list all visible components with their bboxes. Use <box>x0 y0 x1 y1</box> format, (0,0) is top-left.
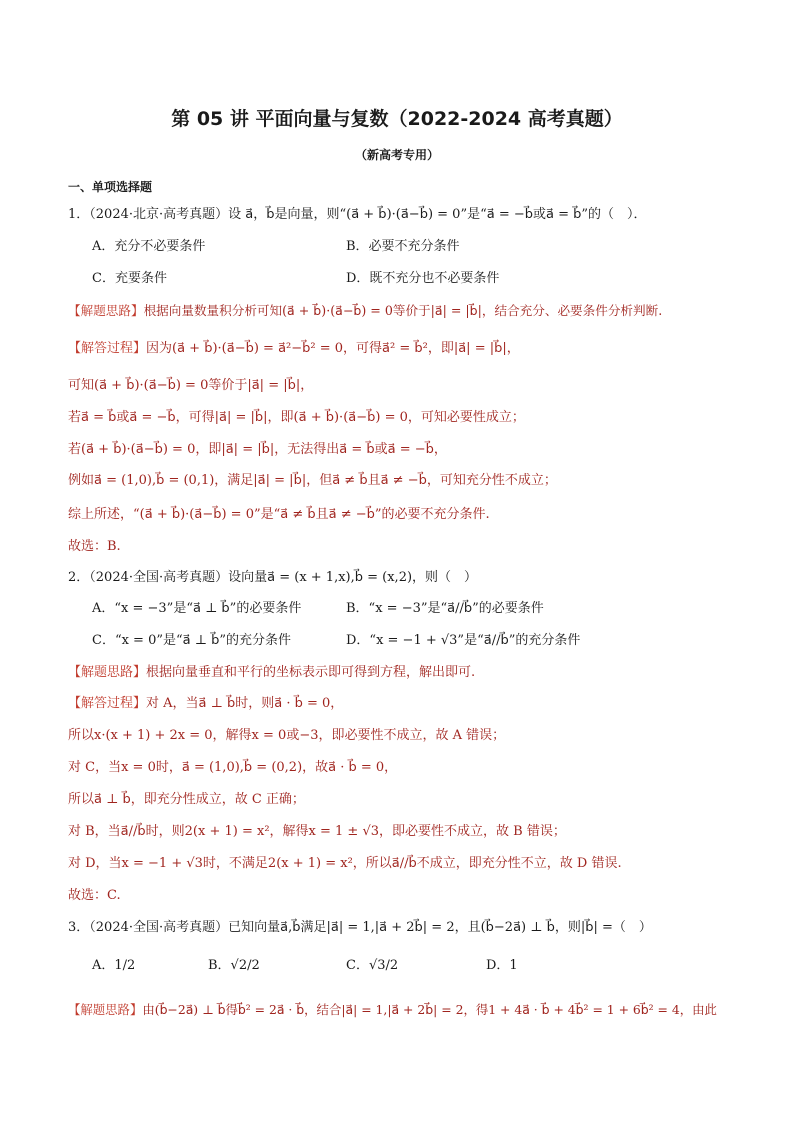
page-subtitle: （新高考专用） <box>354 148 439 162</box>
q2-option-b: B．“x = −3”是“a⃗//b⃗”的必要条件 <box>346 601 544 616</box>
question-1-stem: 1．（2024·北京·高考真题）设 a⃗，b⃗是向量，则“(a⃗ + b⃗)·(a⃗−b⃗) = 0”是“a⃗ = −b⃗或a⃗ = b⃗”的（ ）． <box>68 207 647 222</box>
section-heading: 一、单项选择题 <box>68 180 153 194</box>
q2-process-line-1 <box>68 695 754 713</box>
q1-option-d: D．既不充分也不必要条件 <box>346 271 500 286</box>
q2-process-line-4: 所以a⃗ ⊥ b⃗，即充分性成立，故 C 正确； <box>68 792 305 807</box>
q3-idea <box>68 1001 754 1019</box>
q2-process-line-6: 对 D，当x = −1 + √3时，不满足2(x + 1) = x²，所以a⃗//b⃗不成立，即充分性不立，故 D 错误. <box>68 856 622 871</box>
q1-idea-tag: 【解题思路】 <box>68 303 144 318</box>
q2-process-line-5: 对 B，当a⃗//b⃗时，则2(x + 1) = x²，解得x = 1 ± √3，即必要性不成立，故 B 错误； <box>68 824 566 839</box>
q2-option-a: A．“x = −3”是“a⃗ ⊥ b⃗”的必要条件 <box>92 601 302 616</box>
q1-idea <box>68 302 754 320</box>
q3-idea-text: 由(b⃗−2a⃗) ⊥ b⃗得b⃗² = 2a⃗ · b⃗，结合|a⃗| = 1,|a⃗ + 2b⃗| = 2，得1 + 4a⃗ · b⃗ + 4b⃗² = 1 + 6b⃗² = 4，由此 <box>142 1002 717 1017</box>
q1-process-text-1: 因为(a⃗ + b⃗)·(a⃗−b⃗) = a⃗²−b⃗² = 0，可得a⃗² = b⃗²，即|a⃗| = |b⃗|， <box>146 341 520 356</box>
q2-idea-tag: 【解题思路】 <box>68 665 147 680</box>
q2-answer: 故选：C. <box>68 888 121 903</box>
q1-process-line-2: 可知(a⃗ + b⃗)·(a⃗−b⃗) = 0等价于|a⃗| = |b⃗|， <box>68 378 314 393</box>
q1-process-line-6: 综上所述，“(a⃗ + b⃗)·(a⃗−b⃗) = 0”是“a⃗ ≠ b⃗且a⃗ ≠ −b⃗”的必要不充分条件. <box>68 507 490 522</box>
page-title: 第 05 讲 平面向量与复数（2022-2024 高考真题） <box>171 108 623 130</box>
q2-idea <box>68 664 754 682</box>
q2-option-c: C．“x = 0”是“a⃗ ⊥ b⃗”的充分条件 <box>92 633 291 648</box>
q3-option-a: A．1/2 <box>92 958 136 973</box>
q2-idea-text: 根据向量垂直和平行的坐标表示即可得到方程，解出即可. <box>146 665 476 680</box>
q1-process-tag: 【解答过程】 <box>68 341 147 356</box>
question-2-stem: 2．（2024·全国·高考真题）设向量a⃗ = (x + 1,x),b⃗ = (x,2)，则（ ） <box>68 570 478 585</box>
q2-option-d: D．“x = −1 + √3”是“a⃗//b⃗”的充分条件 <box>346 633 581 648</box>
q2-process-line-2: 所以x·(x + 1) + 2x = 0，解得x = 0或−3，即必要性不成立，故 A 错误； <box>68 728 506 743</box>
q1-option-a: A．充分不必要条件 <box>92 239 206 254</box>
q1-process-line-4: 若(a⃗ + b⃗)·(a⃗−b⃗) = 0，即|a⃗| = |b⃗|，无法得出a⃗ = b⃗或a⃗ = −b⃗， <box>68 442 447 457</box>
q3-option-b: B．√2/2 <box>208 958 260 973</box>
q2-process-tag: 【解答过程】 <box>68 696 147 711</box>
q2-process-text-1: 对 A，当a⃗ ⊥ b⃗时，则a⃗ · b⃗ = 0， <box>146 696 344 711</box>
q2-process-line-3: 对 C，当x = 0时，a⃗ = (1,0),b⃗ = (0,2)，故a⃗ · b⃗ = 0， <box>68 760 398 775</box>
q3-option-c: C．√3/2 <box>346 958 399 973</box>
q1-idea-text: 根据向量数量积分析可知(a⃗ + b⃗)·(a⃗−b⃗) = 0等价于|a⃗| = |b⃗|，结合充分、必要条件分析判断. <box>143 303 663 318</box>
q3-idea-tag: 【解题思路】 <box>68 1002 143 1017</box>
q1-answer: 故选：B. <box>68 539 121 554</box>
q1-process-line-1 <box>68 340 754 358</box>
q1-option-b: B．必要不充分条件 <box>346 239 460 254</box>
q1-process-line-5: 例如a⃗ = (1,0),b⃗ = (0,1)，满足|a⃗| = |b⃗|，但a⃗ ≠ b⃗且a⃗ ≠ −b⃗，可知充分性不成立； <box>68 473 557 488</box>
q1-option-c: C．充要条件 <box>92 271 167 286</box>
question-3-stem: 3．（2024·全国·高考真题）已知向量a⃗,b⃗满足|a⃗| = 1,|a⃗ + 2b⃗| = 2，且(b⃗−2a⃗) ⊥ b⃗，则|b⃗| =（ ） <box>68 920 652 935</box>
q1-process-line-3: 若a⃗ = b⃗或a⃗ = −b⃗，可得|a⃗| = |b⃗|，即(a⃗ + b⃗)·(a⃗−b⃗) = 0，可知必要性成立； <box>68 410 525 425</box>
q3-option-d: D．1 <box>486 958 518 973</box>
